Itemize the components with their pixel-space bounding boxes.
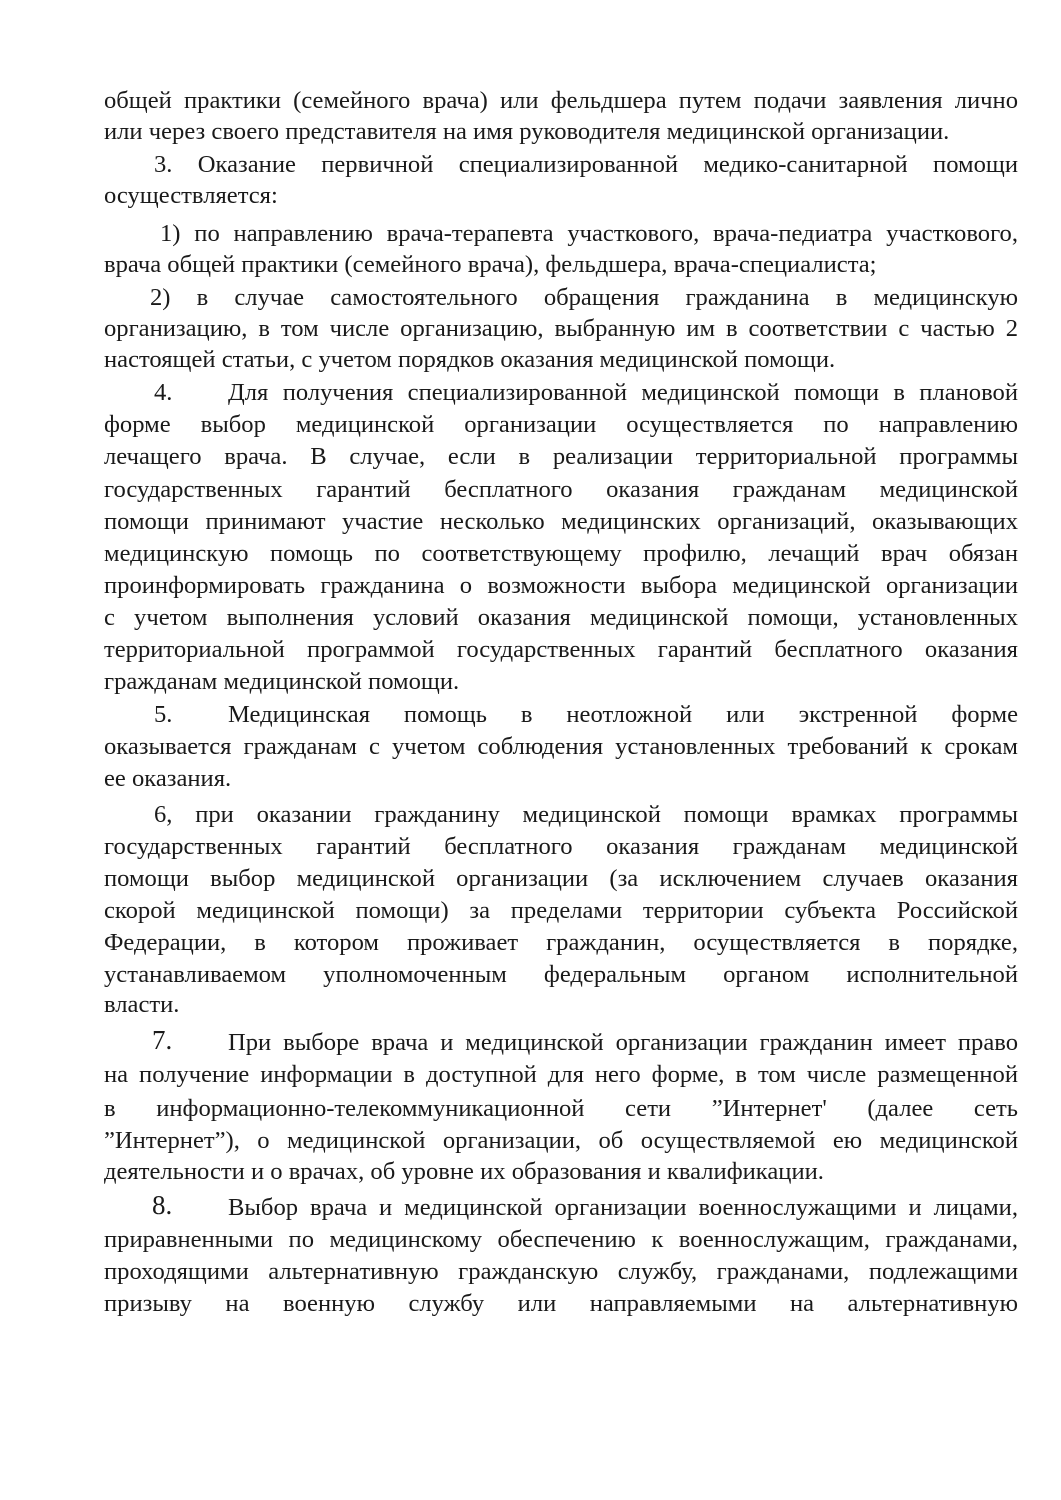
text-line: форме выбор медицинской организации осуществляется по направлению xyxy=(104,411,1018,438)
text-line: гражданам медицинской помощи. xyxy=(104,668,460,695)
paragraph-number-8: 8. xyxy=(152,1190,173,1220)
text-line: деятельности и о врачах, об уровне их образования и квалификации. xyxy=(104,1158,824,1185)
paragraph-3-line: 3. Оказание первичной специализированной медико-санитарной помощи xyxy=(154,151,1018,178)
text-line: с учетом выполнения условий оказания медицинской помощи, установленных xyxy=(104,604,1018,631)
text-line: скорой медицинской помощи) за пределами территории субъекта Российской xyxy=(104,897,1018,924)
text-line: ее оказания. xyxy=(104,765,232,792)
text-line: на получение информации в доступной для него форме, в том числе размещенной xyxy=(104,1061,1018,1088)
text-line: помощи выбор медицинской организации (за исключением случаев оказания xyxy=(104,865,1018,892)
text-line: оказывается гражданам с учетом соблюдения установленных требований к срокам xyxy=(104,733,1018,760)
paragraph-number-7: 7. xyxy=(152,1025,173,1055)
list-item-1-line: 1) по направлению врача-терапевта участкового, врача-педиатра участкового, xyxy=(160,220,1018,247)
paragraph-6-line: 6, при оказании гражданину медицинской помощи врамках программы xyxy=(154,801,1018,828)
text-line: территориальной программой государственных гарантий бесплатного оказания xyxy=(104,636,1018,663)
text-line: медицинскую помощь по соответствующему профилю, лечащий врач обязан xyxy=(104,540,1018,567)
paragraph-number-5: 5. xyxy=(154,701,173,728)
paragraph-4-line: Для получения специализированной медицинской помощи в плановой xyxy=(228,379,1018,406)
text-line: власти. xyxy=(104,991,180,1018)
text-line: общей практики (семейного врача) или фельдшера путем подачи заявления лично xyxy=(104,87,1018,114)
text-line: устанавливаемом уполномоченным федеральным органом исполнительной xyxy=(104,961,1018,988)
text-line: приравненными по медицинскому обеспечению к военнослужащим, гражданами, xyxy=(104,1226,1018,1253)
paragraph-number-4: 4. xyxy=(154,379,173,406)
text-line: проинформировать гражданина о возможности выбора медицинской организации xyxy=(104,572,1018,599)
text-line: помощи принимают участие несколько медицинских организаций, оказывающих xyxy=(104,508,1018,535)
text-line: настоящей статьи, с учетом порядков оказания медицинской помощи. xyxy=(104,346,836,373)
text-line: или через своего представителя на имя руководителя медицинской организации. xyxy=(104,118,950,145)
text-line: государственных гарантий бесплатного оказания гражданам медицинской xyxy=(104,476,1018,503)
paragraph-7-line: При выборе врача и медицинской организации гражданин имеет право xyxy=(228,1029,1018,1056)
paragraph-8-line: Выбор врача и медицинской организации военнослужащими и лицами, xyxy=(228,1194,1018,1221)
paragraph-5-line: Медицинская помощь в неотложной или экстренной форме xyxy=(228,701,1018,728)
text-line: лечащего врача. В случае, если в реализации территориальной программы xyxy=(104,443,1018,470)
text-line: государственных гарантий бесплатного оказания гражданам медицинской xyxy=(104,833,1018,860)
text-line: в информационно-телекоммуникационной сети ”Интернет' (далее сеть xyxy=(104,1095,1018,1122)
text-line: Федерации, в котором проживает гражданин, осуществляется в порядке, xyxy=(104,929,1018,956)
list-item-2-line: 2) в случае самостоятельного обращения гражданина в медицинскую xyxy=(150,284,1018,311)
text-line: организацию, в том числе организацию, выбранную им в соответствии с частью 2 xyxy=(104,315,1018,342)
text-line: призыву на военную службу или направляемыми на альтернативную xyxy=(104,1290,1018,1317)
text-line: ”Интернет”), о медицинской организации, об осуществляемой ею медицинской xyxy=(104,1127,1018,1154)
text-line: врача общей практики (семейного врача), фельдшера, врача-специалиста; xyxy=(104,251,877,278)
text-line: осуществляется: xyxy=(104,182,278,209)
text-line: проходящими альтернативную гражданскую службу, гражданами, подлежащими xyxy=(104,1258,1018,1285)
